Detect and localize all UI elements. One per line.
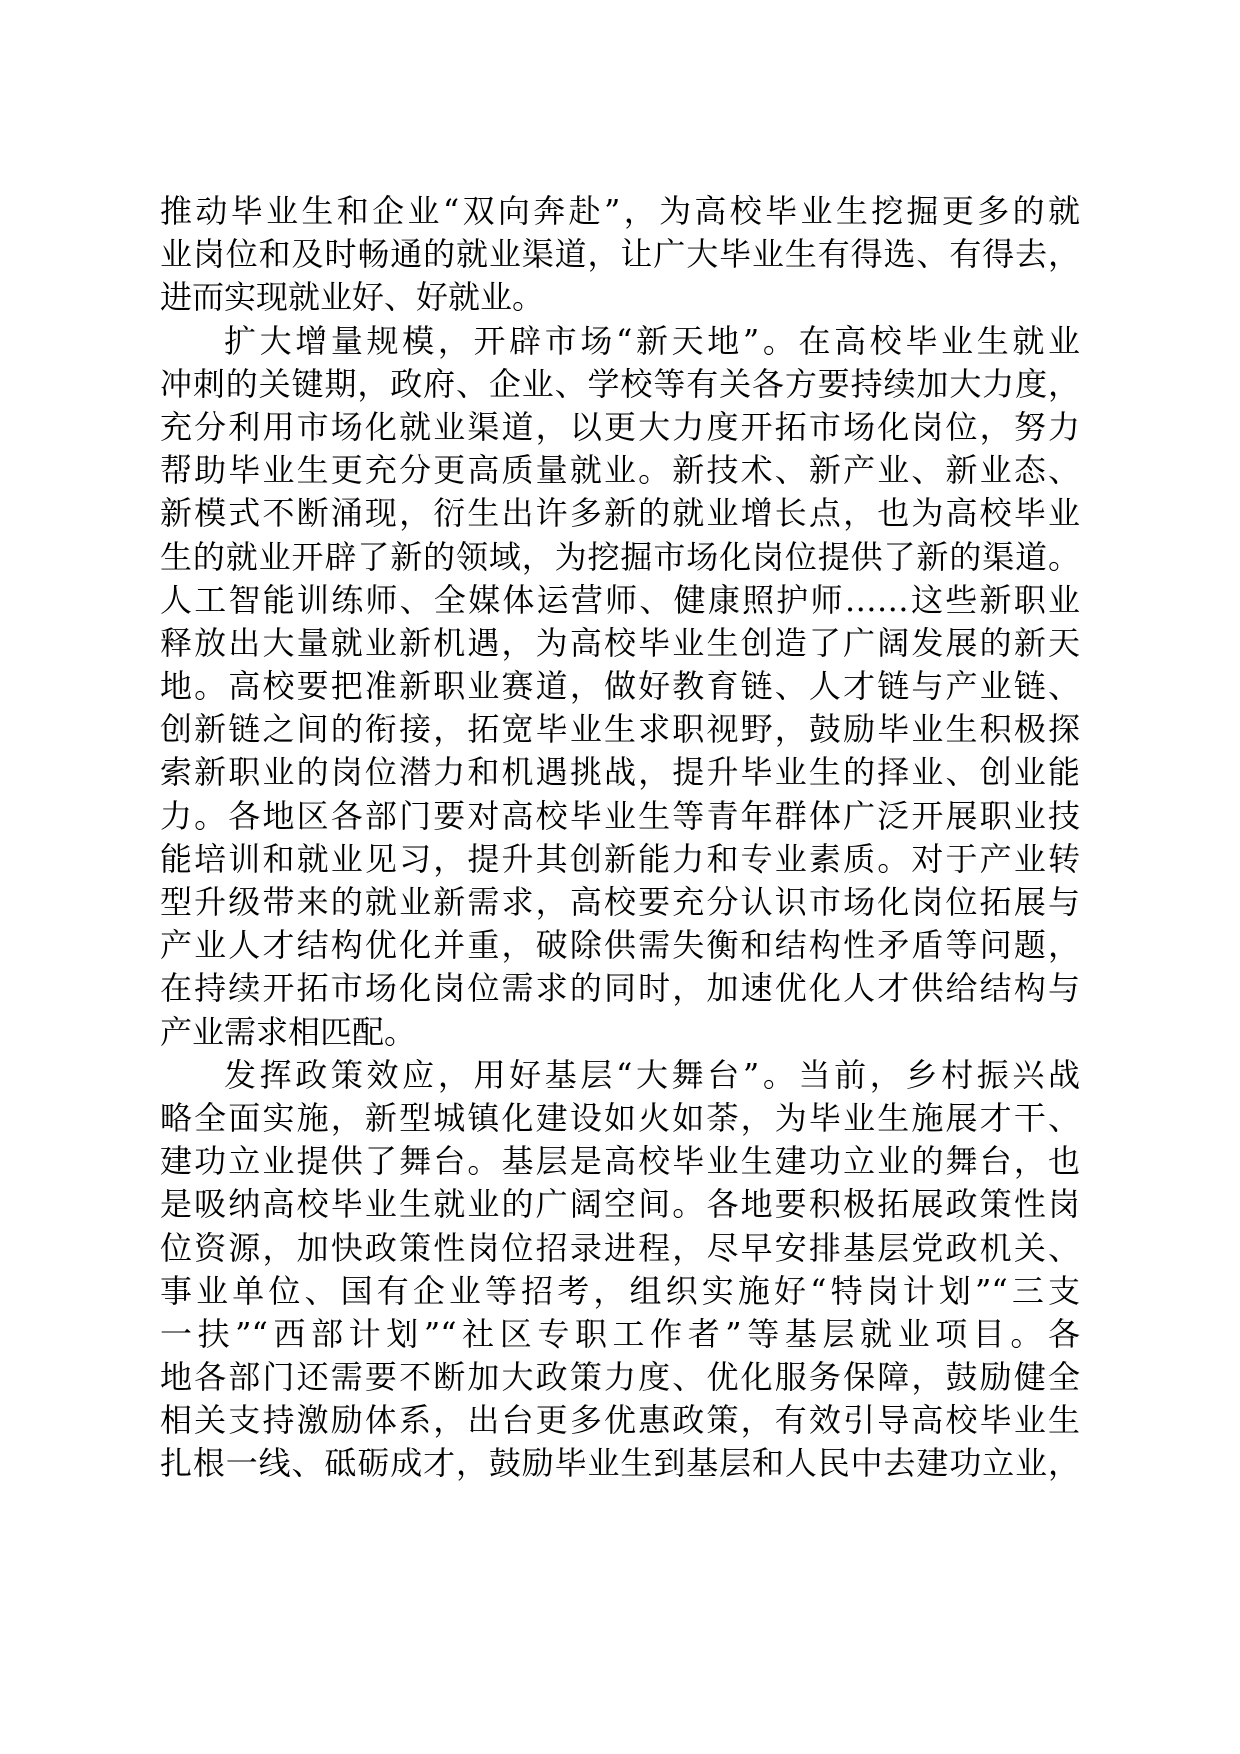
text-line: 地。高校要把准新职业赛道，做好教育链、人才链与产业链、 bbox=[160, 667, 1080, 706]
text-line: 生的就业开辟了新的领域，为挖掘市场化岗位提供了新的渠道。 bbox=[160, 537, 1080, 576]
text-line: 业岗位和及时畅通的就业渠道，让广大毕业生有得选、有得去， bbox=[160, 235, 1080, 274]
text-line: 事业单位、国有企业等招考，组织实施好“特岗计划”“三支 bbox=[160, 1271, 1080, 1310]
text-line: 进而实现就业好、好就业。 bbox=[160, 278, 545, 317]
text-line: 一扶”“西部计划”“社区专职工作者”等基层就业项目。各 bbox=[160, 1314, 1080, 1353]
text-line: 发挥政策效应，用好基层“大舞台”。当前，乡村振兴战 bbox=[224, 1055, 1080, 1094]
text-line: 创新链之间的衔接，拓宽毕业生求职视野，鼓励毕业生积极探 bbox=[160, 710, 1080, 749]
text-line: 人工智能训练师、全媒体运营师、健康照护师……这些新职业 bbox=[160, 580, 1080, 619]
text-line: 位资源，加快政策性岗位招录进程，尽早安排基层党政机关、 bbox=[160, 1228, 1080, 1267]
text-line: 索新职业的岗位潜力和机遇挑战，提升毕业生的择业、创业能 bbox=[160, 753, 1080, 792]
body-text bbox=[160, 190, 1080, 1486]
text-line: 扩大增量规模，开辟市场“新天地”。在高校毕业生就业 bbox=[224, 321, 1080, 360]
text-line: 充分利用市场化就业渠道，以更大力度开拓市场化岗位，努力 bbox=[160, 407, 1080, 446]
paragraph bbox=[160, 190, 1080, 320]
text-line: 新模式不断涌现，衍生出许多新的就业增长点，也为高校毕业 bbox=[160, 494, 1080, 533]
text-line: 建功立业提供了舞台。基层是高校毕业生建功立业的舞台，也 bbox=[160, 1142, 1080, 1181]
text-line: 产业人才结构优化并重，破除供需失衡和结构性矛盾等问题， bbox=[160, 926, 1080, 965]
text-line: 冲刺的关键期，政府、企业、学校等有关各方要持续加大力度， bbox=[160, 364, 1080, 403]
text-line: 型升级带来的就业新需求，高校要充分认识市场化岗位拓展与 bbox=[160, 883, 1080, 921]
text-line: 相关支持激励体系，出台更多优惠政策，有效引导高校毕业生 bbox=[160, 1401, 1080, 1440]
text-line: 略全面实施，新型城镇化建设如火如荼，为毕业生施展才干、 bbox=[160, 1098, 1080, 1137]
text-line: 能培训和就业见习，提升其创新能力和专业素质。对于产业转 bbox=[160, 839, 1080, 878]
text-line: 是吸纳高校毕业生就业的广阔空间。各地要积极拓展政策性岗 bbox=[160, 1185, 1080, 1224]
paragraph bbox=[160, 320, 1080, 1054]
paragraph bbox=[160, 1054, 1080, 1486]
text-line: 在持续开拓市场化岗位需求的同时，加速优化人才供给结构与 bbox=[160, 969, 1080, 1008]
text-line: 产业需求相匹配。 bbox=[160, 1012, 417, 1051]
text-line: 扎根一线、砥砺成才，鼓励毕业生到基层和人民中去建功立业， bbox=[160, 1444, 1080, 1483]
text-line: 力。各地区各部门要对高校毕业生等青年群体广泛开展职业技 bbox=[160, 796, 1080, 835]
text-line: 释放出大量就业新机遇，为高校毕业生创造了广阔发展的新天 bbox=[160, 623, 1080, 662]
text-line: 推动毕业生和企业“双向奔赴”，为高校毕业生挖掘更多的就 bbox=[160, 192, 1080, 230]
text-line: 地各部门还需要不断加大政策力度、优化服务保障，鼓励健全 bbox=[160, 1358, 1080, 1397]
text-line: 帮助毕业生更充分更高质量就业。新技术、新产业、新业态、 bbox=[160, 451, 1080, 490]
